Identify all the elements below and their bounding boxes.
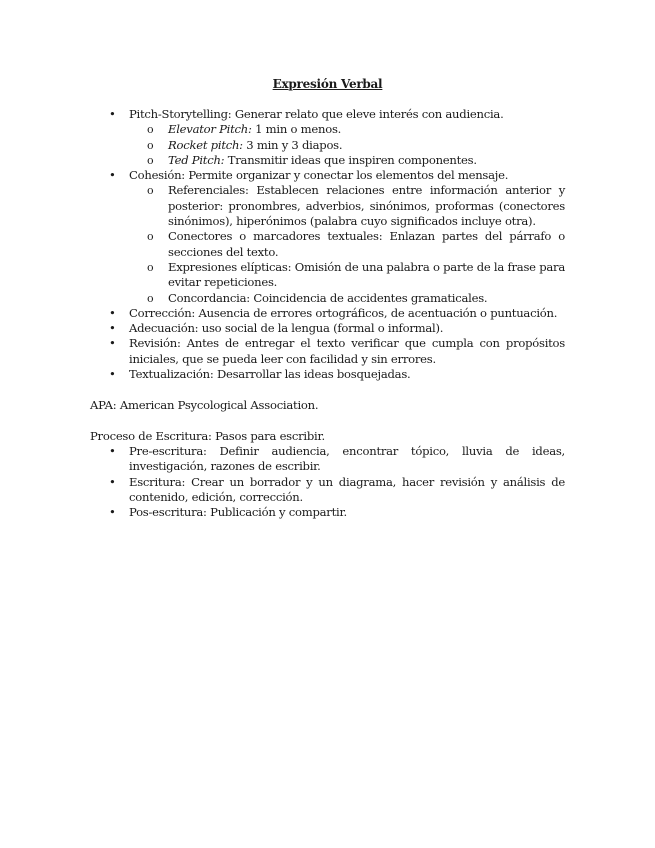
bullet-icon: • (109, 336, 116, 351)
sub-item-text: Concordancia: Coincidencia de accidentes gramaticales. (168, 290, 488, 305)
bullet-icon: • (109, 305, 116, 320)
sub-item-conectores (90, 229, 565, 260)
sub-item-expresiones-elipticas (90, 260, 565, 291)
bullet-icon: • (109, 107, 116, 121)
list-item-pitch (90, 107, 565, 122)
main-list (90, 107, 565, 382)
list-item-text: Pre-escritura: Definir audiencia, encontrar tópico, lluvia de ideas, investigación, razones de escribir. (129, 444, 565, 474)
bullet-icon: • (109, 367, 116, 382)
sub-bullet-icon: o (147, 291, 154, 305)
proceso-list (90, 444, 565, 520)
page-title: Expresión Verbal (272, 77, 383, 91)
sub-item-concordancia (90, 291, 565, 306)
bullet-icon: • (109, 444, 116, 458)
sub-bullet-icon: o (147, 230, 154, 244)
sub-item-text: Expresiones elípticas: Omisión de una palabra o parte de la frase para evitar repeticiones. (168, 259, 565, 290)
bullet-icon: • (109, 474, 116, 489)
sub-item-text: 3 min y 3 diapos. (242, 137, 343, 152)
list-item-pos-escritura (90, 505, 565, 520)
sub-item-referenciales (90, 183, 565, 229)
sub-item-rocket-pitch (90, 138, 565, 153)
sub-item-text: 1 min o menos. (251, 122, 342, 137)
list-item-cohesion (90, 168, 565, 183)
list-item-text: Pitch-Storytelling: Generar relato que eleve interés con audiencia. (129, 107, 504, 121)
sub-item-term: Ted Pitch: (168, 152, 225, 167)
list-item-pre-escritura (90, 444, 565, 475)
sub-bullet-icon: o (147, 260, 154, 274)
list-item-text: Adecuación: uso social de la lengua (formal o informal). (129, 321, 444, 336)
list-item-correccion (90, 306, 565, 321)
sub-item-text: Conectores o marcadores textuales: Enlazan partes del párrafo o secciones del texto. (168, 229, 565, 259)
apa-paragraph: APA: American Psycological Association. (90, 398, 319, 412)
sub-item-text: Referenciales: Establecen relaciones entre información anterior y posterior: pronombres, adverbios, sinónimos, proformas (conectores sinónimos), hiperónimos (palabra cuyo significados incluye otra). (168, 183, 565, 229)
list-item-adecuacion (90, 321, 565, 336)
bullet-icon: • (109, 505, 116, 520)
sub-item-text: Transmitir ideas que inspiren componentes. (224, 152, 477, 167)
list-item-revision (90, 336, 565, 367)
list-item-text: Cohesión: Permite organizar y conectar los elementos del mensaje. (129, 168, 509, 183)
sub-bullet-icon: o (147, 184, 154, 198)
bullet-icon: • (109, 321, 116, 336)
proceso-heading: Proceso de Escritura: Pasos para escribir. (90, 429, 325, 443)
list-item-textualizacion (90, 367, 565, 382)
list-item-text: Escritura: Crear un borrador y un diagrama, hacer revisión y análisis de contenido, edición, corrección. (129, 474, 565, 504)
sub-bullet-icon: o (147, 153, 154, 167)
sub-bullet-icon: o (147, 138, 154, 152)
sub-bullet-icon: o (147, 123, 154, 137)
sub-item-ted-pitch (90, 153, 565, 168)
sub-item-term: Rocket pitch: (168, 137, 243, 152)
sub-item-elevator-pitch (90, 122, 565, 137)
sub-item-term: Elevator Pitch: (168, 122, 252, 137)
list-item-text: Pos-escritura: Publicación y compartir. (129, 505, 347, 520)
list-item-text: Revisión: Antes de entregar el texto verificar que cumpla con propósitos iniciales, que se pueda leer con facilidad y sin errores. (129, 336, 565, 366)
bullet-icon: • (109, 168, 116, 183)
list-item-text: Corrección: Ausencia de errores ortográficos, de acentuación o puntuación. (129, 305, 558, 320)
list-item-escritura (90, 475, 565, 506)
list-item-text: Textualización: Desarrollar las ideas bosquejadas. (129, 367, 411, 382)
